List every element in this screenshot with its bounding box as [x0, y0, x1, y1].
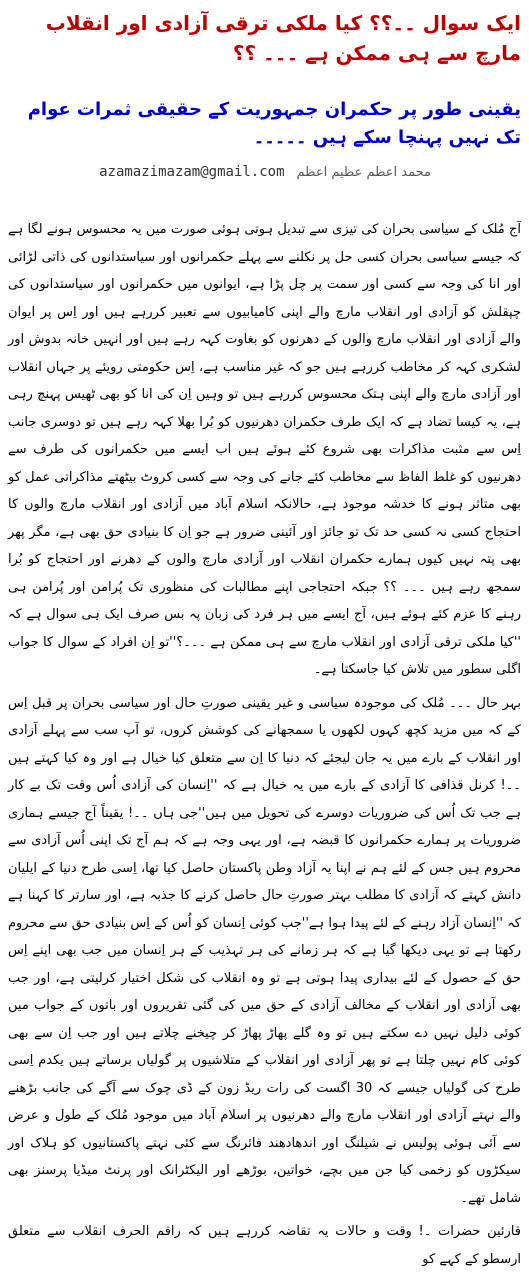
article-subtitle: یقینی طور پر حکمران جمہوریت کے حقیقی ثمرات عوام تک نہیں پہنچا سکے ہیں ۔۔۔۔۔ [27, 99, 521, 148]
article-title: ایک سوال ۔۔؟؟ کیا ملکی ترقی آزادی اور انقلاب مارچ سے ہی ممکن ہے ۔۔۔ ؟؟ [45, 11, 521, 65]
author-name: محمد اعظم عظیم اعظم [296, 164, 431, 180]
article-body [8, 216, 521, 1273]
author-email[interactable]: azamazimazam@gmail.com [99, 164, 285, 180]
byline [8, 164, 521, 180]
paragraph-2: بہر حال ۔۔۔ مُلک کی موجودہ سیاسی و غیر یقینی صورتِ حال اور سیاسی بحران پر قبل اِس کے کہ میں مزید کچھ کہوں لکھوں یا سمجھانے کی کوشش کروں، تو آپ سب سے پہلے آزادی اور انقلاب کے بارے میں یہ جان لیجئے کہ دنیا کا اِن سے متعلق کیا خیال ہے اور وہ کیا کہتے ہیں ۔۔! کرنل قذافی کا آزادی کے بارے میں یہ خیال ہے کہ ''اِنسان کی آزادی اُس وقت تک بے کار ہے جب تک اُس کی ضروریات دوسرے کی تحویل میں ہیں''جی ہاں ۔۔! یقیناً آج جیسے ہماری ضروریات پر ہمارے حکمرانوں کا قبضہ ہے، اور یہی وجہ ہے کہ ہم آج تک اپنی اُس آزادی سے محروم ہیں جس کے لئے ہم نے اپنا یہ آزاد وطن پاکستان حاصل کیا تھا، اِسی طرح دنیا کے ایلیان دانش کہتے کہ آزادی کا مطلب بہتر صورتِ حال حاصل کرنے کا جذبہ ہے، اور سارتر کا کہنا ہے کہ ''اِنسان آزاد رہنے کے لئے پیدا ہوا ہے''جب کوئی اِنسان کو اُس کے اِس بنیادی حق سے محروم رکھتا ہے تو یہی دیکھا گیا ہے کہ ہر زمانے کی ہر تہذیب کے ہر اِنسان میں جب بھی اپنے اِس حق کے حصول کے لئے بیداری پیدا ہوتی ہے تو وہ انقلاب کی شکل اختیار کرلیتی ہے، اور جب بھی آزادی اور انقلاب کے مخالف آزادی کے حق میں کی گئی تقریروں اور باتوں کے جواب میں کوئی دلیل نہیں دے سکتے ہیں تو وہ گلے پھاڑ پھاڑ کر چیخنے چلاتے ہیں اور جب اِن سے بھی کوئی کام نہیں چلتا ہے تو پھر آزادی اور انقلاب کے متلاشیوں پر گولیاں برساتے ہیں یکدم اِسی طرح کی گولیاں جیسے کہ 30 اگست کی رات ریڈ زون کے ڈی چوک سے آگے کی جانب بڑھنے والے نہتے آزادی اور انقلاب مارچ والے دھرنیوں پر اسلام آباد میں موجود مُلک کے طول و عرض سے آئی ہوئی پولیس نے شیلنگ اور اندھادھند فائرنگ سے کئی نہتے پاکستانیوں کو ہلاک اور سیکڑوں کو زخمی کیا جن میں بچے، خواتین، بوڑھے اور الیکٹرانک اور پرنٹ میڈیا پرسنز بھی شامل تھے۔ [8, 695, 521, 1206]
article-header [8, 0, 521, 180]
paragraph-1: آج مُلک کے سیاسی بحران کی تیزی سے تبدیل ہوتی ہوئی صورت میں یہ محسوس ہونے لگا ہے کہ جیسے سیاسی بحران کسی حل پر نکلنے سے پہلے حکمرانوں اور سیاستدانوں کی ذاتی لڑائی اور انا کی وجہ سے کسی اور سمت پر چل پڑا ہے، ایوانوں میں حکمرانوں اور سیاستدانوں کی چپقلش کو آزادی اور انقلاب مارچ والے اپنی کامیابیوں سے تعبیر کررہے ہیں اور اِس پر ایوان والے آزادی اور انقلاب مارچ والوں کے دھرنوں کو بغاوت کہہ رہے ہیں اور انہیں خانہ بدوش اور لشکری کہہ کر مخاطب کررہے ہیں جو کہ غیر مناسب ہے، اِس حکومتی رویئے پر جہاں انقلاب اور آزادی مارچ والے اپنی ہتک محسوس کررہے ہیں تو وہیں اِن کی انا کو بھی ٹھیس پہنچ رہی ہے، یہ کیسا تضاد ہے کہ ایک طرف حکمران دھرنیوں کو بُرا بھلا کہہ رہے ہیں تو دوسری جانب اِس سے مثبت مذاکرات بھی شروع کئے ہوئے ہیں اب ایسے میں حکمرانوں کی طرف سے دھرنیوں کو غلط الفاظ سے مخاطب کئے جانے کی وجہ سے کسی کروٹ بیٹھتے مذاکراتی عمل کو بھی متاثر ہونے کا خدشہ موجود ہے، حالانکہ اسلام آباد میں آزادی اور انقلاب مارچ والوں کا احتجاج کسی نہ کسی حد تک تو جائز اور آئینی ضرور ہے جو اِن کا بنیادی حق بھی ہے، مگر پھر بھی پتہ نہیں کیوں ہمارے حکمران انقلاب اور آزادی مارچ والوں کے دھرنے اور احتجاج کو بُرا سمجھ رہے ہیں ۔۔۔ ؟؟ جبکہ احتجاجی اپنے مطالبات کی منظوری تک پُرامن اور پُرامن ہی رہنے کا عزم کئے ہوئے ہیں، آج ایسے میں ہر فرد کی زبان پہ بس صرف ایک ہی سوال ہے کہ ''کیا ملکی ترقی آزادی اور انقلاب مارچ سے ہی ممکن ہے ۔۔۔؟''تو اِن افراد کے سوال کا جواب اگلی سطور میں تلاش کیا جاسکتا ہے۔ [8, 222, 521, 677]
paragraph-3: قارئین حضرات ۔! وقت و حالات یہ تقاضہ کررہے ہیں کہ راقم الحرف انقلاب سے متعلق ارسطو کے کہے کو [8, 1224, 521, 1267]
